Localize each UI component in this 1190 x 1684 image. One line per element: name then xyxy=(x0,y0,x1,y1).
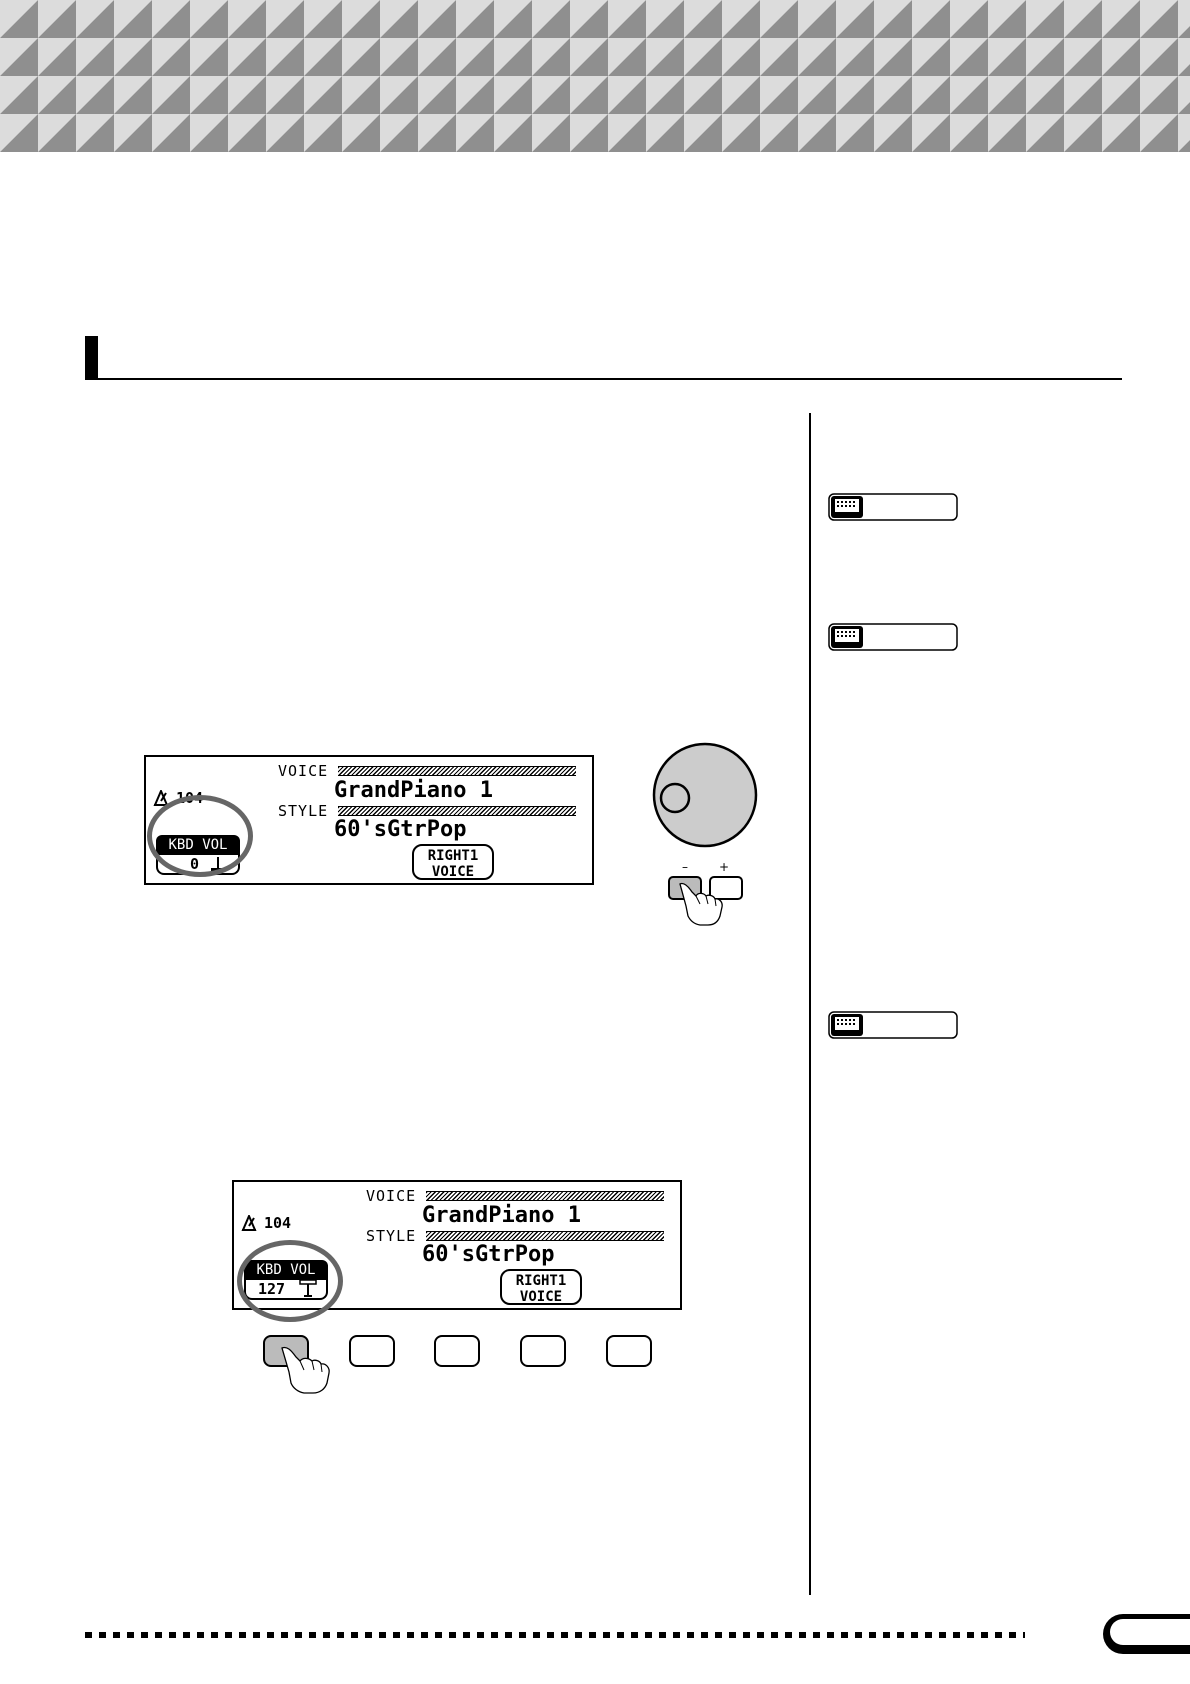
note-icon xyxy=(828,1011,958,1039)
tempo-value: 104 xyxy=(264,1214,292,1232)
section-heading-rule xyxy=(85,378,1122,380)
function-button-4[interactable] xyxy=(520,1335,566,1367)
highlight-ring xyxy=(147,795,253,877)
section-heading-marker xyxy=(85,336,98,380)
page-number-tab-inner xyxy=(1110,1619,1190,1645)
function-button-5[interactable] xyxy=(606,1335,652,1367)
data-dial[interactable] xyxy=(650,740,760,850)
voice-button-label: VOICE xyxy=(519,1289,563,1305)
note-icon xyxy=(828,623,958,651)
kbd-vol-tab-label: KBD VOL xyxy=(244,1260,328,1280)
style-label: STYLE xyxy=(366,1227,417,1245)
kbd-vol-value: 127 xyxy=(258,1280,286,1298)
right1-label: RIGHT1 xyxy=(427,848,479,864)
metronome-icon xyxy=(240,1215,258,1231)
style-label: STYLE xyxy=(278,802,329,820)
style-name: 60'sGtrPop xyxy=(422,1242,555,1267)
kbd-vol-value: 0 xyxy=(190,855,200,873)
style-hatch-bar xyxy=(338,806,576,816)
highlight-ring xyxy=(237,1240,343,1322)
hand-pointer-icon xyxy=(278,1344,336,1394)
voice-label: VOICE xyxy=(278,762,329,780)
voice-hatch-bar xyxy=(338,766,576,776)
right1-voice-button[interactable] xyxy=(500,1269,582,1305)
right1-label: RIGHT1 xyxy=(515,1273,567,1289)
plus-label: + xyxy=(719,860,730,874)
style-name: 60'sGtrPop xyxy=(334,817,467,842)
voice-name: GrandPiano 1 xyxy=(334,778,493,803)
minus-label: – xyxy=(682,860,688,874)
voice-name: GrandPiano 1 xyxy=(422,1203,581,1228)
kbd-vol-tab-label: KBD VOL xyxy=(156,835,240,855)
tempo-value: 104 xyxy=(176,789,204,807)
function-button-3[interactable] xyxy=(434,1335,480,1367)
voice-button-label: VOICE xyxy=(431,864,475,880)
function-button-2[interactable] xyxy=(349,1335,395,1367)
style-hatch-bar xyxy=(426,1231,664,1241)
right1-voice-button[interactable] xyxy=(412,844,494,880)
header-pattern xyxy=(0,0,1190,152)
voice-hatch-bar xyxy=(426,1191,664,1201)
note-icon xyxy=(828,493,958,521)
footer-dotted-rule xyxy=(85,1632,1025,1638)
voice-label: VOICE xyxy=(366,1187,417,1205)
hand-pointer-icon xyxy=(676,880,726,926)
sidebar-divider xyxy=(809,413,811,1595)
